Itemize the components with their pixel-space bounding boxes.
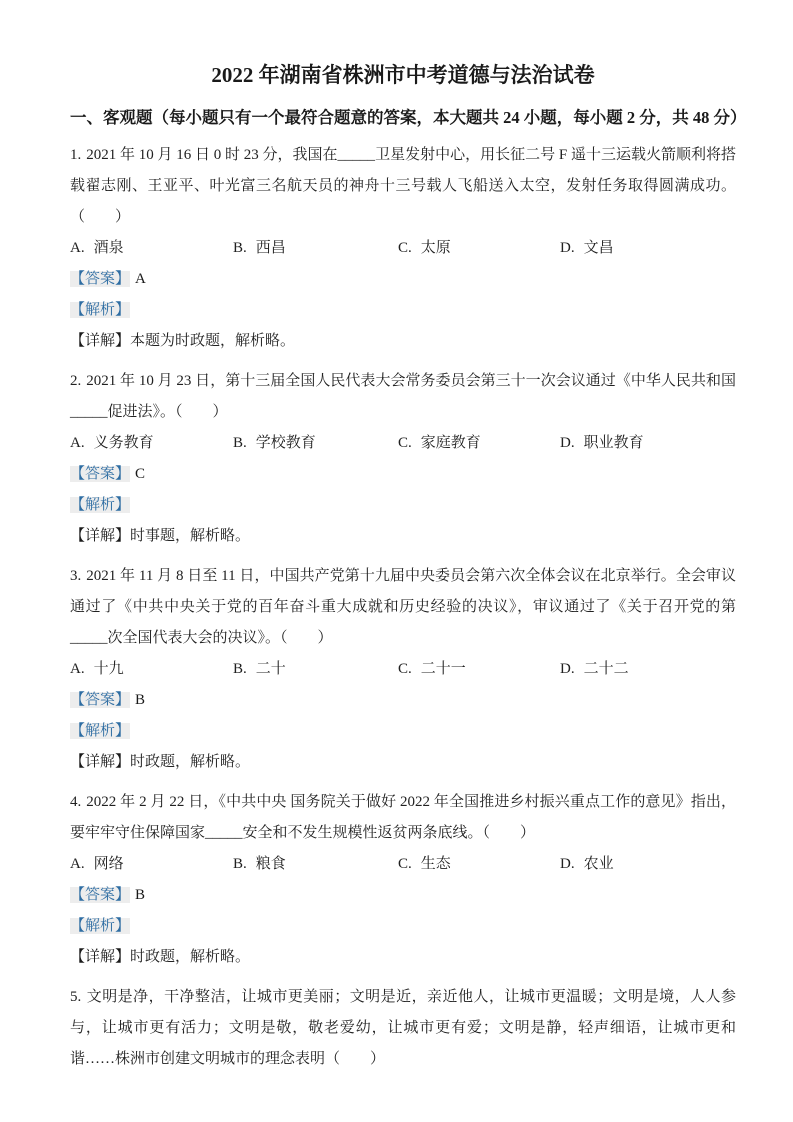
analysis-tag: 【解析】	[70, 497, 131, 513]
question-number: 2.	[70, 373, 82, 389]
detail-line	[70, 747, 736, 778]
analysis-line	[70, 911, 736, 942]
answer-line	[70, 264, 736, 295]
detail-tag: 【详解】	[70, 528, 131, 544]
analysis-tag: 【解析】	[70, 918, 131, 934]
answer-line	[70, 459, 736, 490]
analysis-line	[70, 295, 736, 326]
answer-tag: 【答案】	[70, 271, 131, 287]
question-number: 3.	[70, 568, 82, 584]
detail-line	[70, 942, 736, 973]
section-heading: 一、客观题（每小题只有一个最符合题意的答案，本大题共 24 小题，每小题 2 分，共 48 分）	[70, 108, 747, 127]
question-stem-text: 2021 年 11 月 8 日至 11 日，中国共产党第十九届中央委员会第六次全体会议在北京举行。全会审议通过了《中共中央关于党的百年奋斗重大成就和历史经验的决议》，审议通过了《关于召开党的第_____次全国代表大会的决议》。（ ）	[70, 568, 736, 646]
question-2-options	[70, 428, 736, 459]
analysis-line	[70, 490, 736, 521]
option-d: D. 文昌	[560, 240, 614, 256]
question-4-stem	[70, 787, 736, 849]
question-number: 5.	[70, 989, 82, 1005]
question-number: 4.	[70, 794, 82, 810]
answer-value: C	[135, 466, 146, 482]
document-title: 2022 年湖南省株洲市中考道德与法治试卷	[211, 63, 595, 87]
question-2	[70, 366, 736, 552]
option-b: B. 粮食	[233, 856, 286, 872]
question-stem-text: 2022 年 2 月 22 日，《中共中央 国务院关于做好 2022 年全国推进乡村振兴重点工作的意见》指出，要牢牢守住保障国家_____安全和不发生规模性返贫两条底线。（ ）	[70, 794, 736, 841]
option-b: B. 二十	[233, 661, 286, 677]
answer-value: B	[135, 692, 146, 708]
detail-line	[70, 326, 736, 357]
option-d: D. 二十二	[560, 661, 629, 677]
detail-text: 时政题，解析略。	[130, 949, 251, 965]
option-c: C. 太原	[398, 240, 451, 256]
detail-tag: 【详解】	[70, 754, 131, 770]
answer-tag: 【答案】	[70, 466, 131, 482]
option-b: B. 西昌	[233, 240, 286, 256]
answer-tag: 【答案】	[70, 887, 131, 903]
option-c: C. 生态	[398, 856, 451, 872]
option-a: A. 义务教育	[70, 435, 154, 451]
answer-tag: 【答案】	[70, 692, 131, 708]
detail-text: 时事题，解析略。	[130, 528, 251, 544]
detail-text: 时政题，解析略。	[130, 754, 251, 770]
analysis-tag: 【解析】	[70, 723, 131, 739]
detail-tag: 【详解】	[70, 949, 131, 965]
answer-value: B	[135, 887, 146, 903]
option-d: D. 农业	[560, 856, 614, 872]
answer-value: A	[135, 271, 146, 287]
question-1	[70, 140, 736, 357]
question-stem-text: 2021 年 10 月 23 日，第十三届全国人民代表大会常务委员会第三十一次会议通过《中华人民共和国_____促进法》。（ ）	[70, 373, 736, 420]
analysis-line	[70, 716, 736, 747]
question-4-options	[70, 849, 736, 880]
question-stem-text: 文明是净，干净整洁，让城市更美丽；文明是近，亲近他人，让城市更温暖；文明是境，人人参与，让城市更有活力；文明是敬，敬老爱幼，让城市更有爱；文明是静，轻声细语，让城市更和谐……株洲市创建文明城市的理念表明（ ）	[70, 989, 736, 1067]
question-1-stem	[70, 140, 736, 233]
option-c: C. 家庭教育	[398, 435, 481, 451]
option-b: B. 学校教育	[233, 435, 316, 451]
option-a: A. 十九	[70, 661, 124, 677]
question-1-options	[70, 233, 736, 264]
question-5	[70, 982, 736, 1075]
option-a: A. 酒泉	[70, 240, 124, 256]
analysis-tag: 【解析】	[70, 302, 131, 318]
question-4	[70, 787, 736, 973]
detail-text: 本题为时政题，解析略。	[130, 333, 296, 349]
detail-tag: 【详解】	[70, 333, 131, 349]
question-3	[70, 561, 736, 778]
question-2-stem	[70, 366, 736, 428]
option-d: D. 职业教育	[560, 435, 644, 451]
question-stem-text: 2021 年 10 月 16 日 0 时 23 分，我国在_____卫星发射中心，用长征二号 F 遥十三运载火箭顺利将搭载翟志刚、王亚平、叶光富三名航天员的神舟十三号载人飞船送入太空，发射任务取得圆满成功。（ ）	[70, 147, 736, 225]
question-3-options	[70, 654, 736, 685]
question-number: 1.	[70, 147, 82, 163]
detail-line	[70, 521, 736, 552]
option-a: A. 网络	[70, 856, 124, 872]
option-c: C. 二十一	[398, 661, 466, 677]
answer-line	[70, 685, 736, 716]
question-5-stem	[70, 982, 736, 1075]
answer-line	[70, 880, 736, 911]
question-3-stem	[70, 561, 736, 654]
